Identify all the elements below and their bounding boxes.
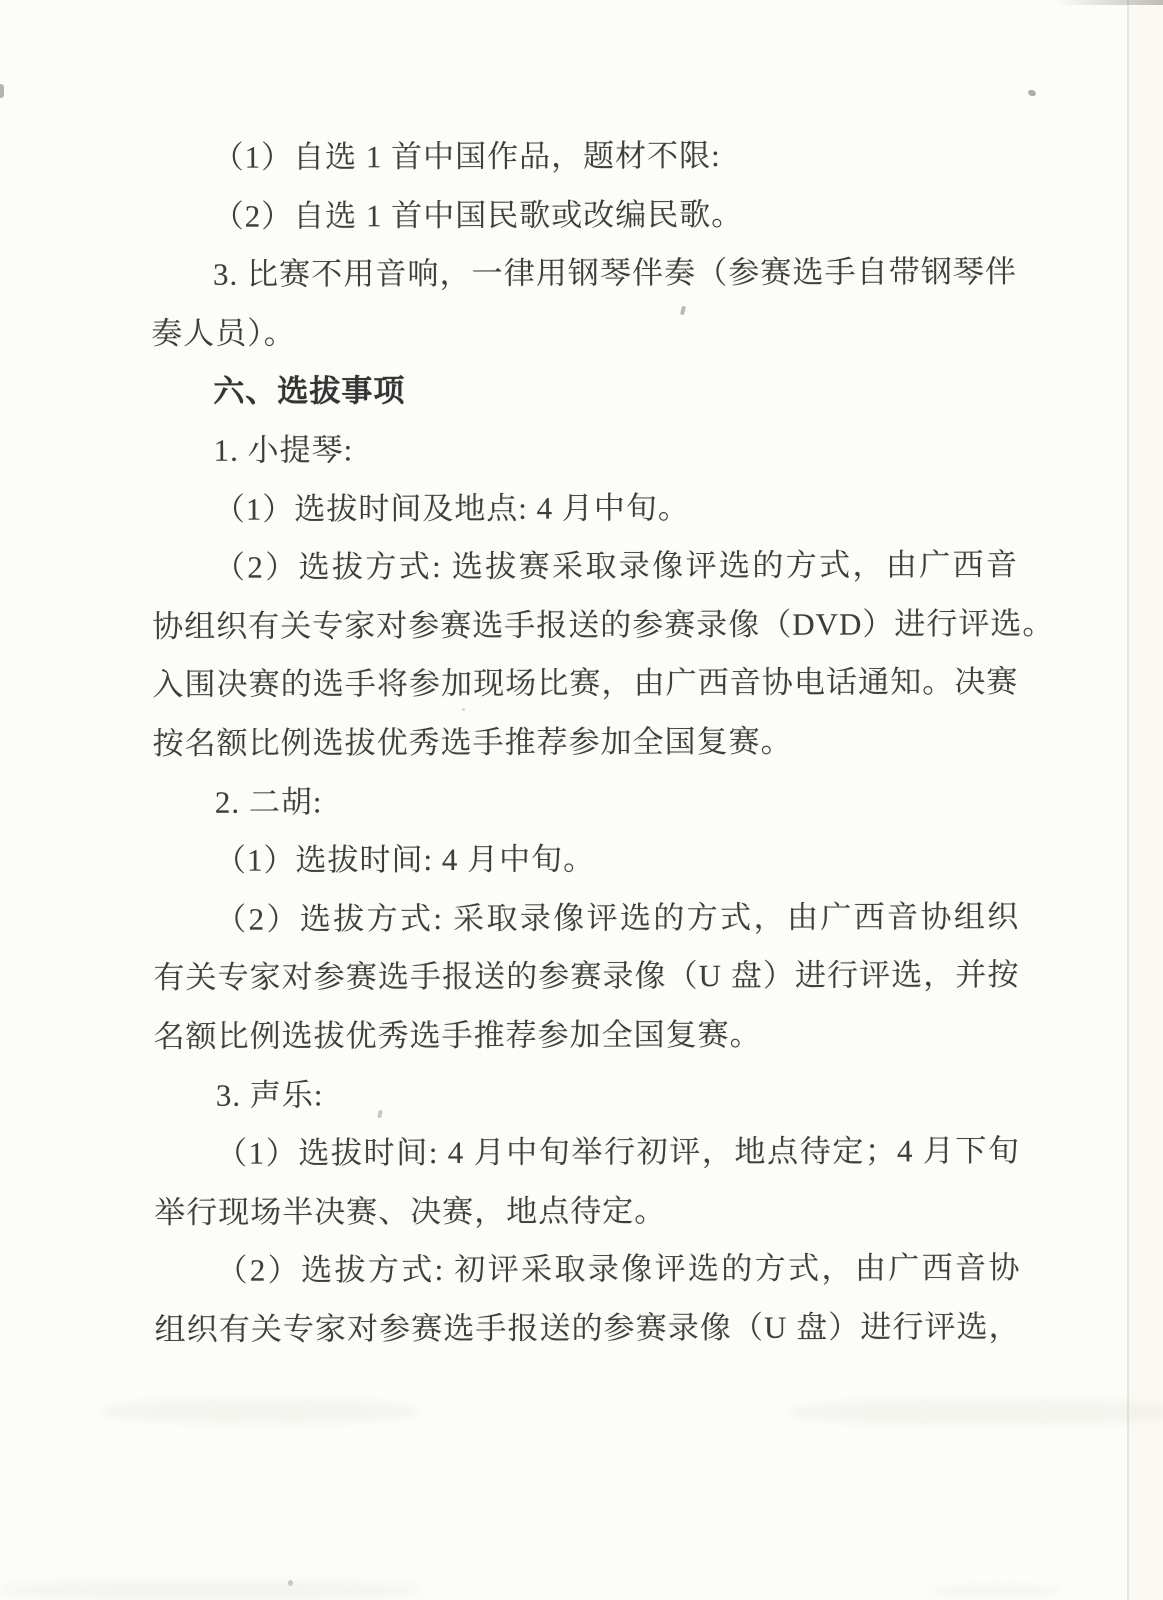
paper-edge-line xyxy=(1127,0,1129,1600)
scan-ghost-band xyxy=(930,1585,1060,1597)
text-line: 3. 比赛不用音响，一律用钢琴伴奏（参赛选手自带钢琴伴 xyxy=(212,254,1018,292)
text-line: 入围决赛的选手将参加现场比赛，由广西音协电话通知。决赛 xyxy=(152,664,1019,703)
scan-ghost-band xyxy=(790,1398,1163,1426)
scan-ghost-band xyxy=(100,1398,420,1424)
text-line: 按名额比例选拔优秀选手推荐参加全国复赛。 xyxy=(152,723,793,761)
text-line: 3. 声乐: xyxy=(215,1076,324,1113)
text-line: （2）选拔方式: 初评采取录像评选的方式，由广西音协 xyxy=(216,1250,1021,1289)
text-line: （2）选拔方式: 选拔赛采取录像评选的方式，由广西音 xyxy=(213,547,1019,585)
text-line: 2. 二胡: xyxy=(214,783,323,820)
text-line: （1）自选 1 首中国作品，题材不限: xyxy=(212,138,721,175)
text-line: 协组织有关专家对参赛选手报送的参赛录像（DVD）进行评选。 xyxy=(152,605,1055,644)
text-line: （1）选拔时间及地点: 4 月中旬。 xyxy=(213,489,690,527)
text-line: （1）选拔时间: 4 月中旬。 xyxy=(214,841,596,878)
section-heading: 六、选拔事项 xyxy=(213,373,406,410)
paper-edge-strip xyxy=(1129,0,1163,1600)
text-line: 名额比例选拔优秀选手推荐参加全国复赛。 xyxy=(153,1016,762,1054)
scan-corner-smudge xyxy=(1055,0,1163,5)
text-line: 奏人员）。 xyxy=(151,315,296,351)
text-line: 举行现场半决赛、决赛，地点待定。 xyxy=(154,1192,667,1230)
text-line: 有关专家对参赛选手报送的参赛录像（U 盘）进行评选，并按 xyxy=(153,957,1020,996)
text-line: 组织有关专家对参赛选手报送的参赛录像（U 盘）进行评选， xyxy=(154,1308,1021,1347)
scan-speckle xyxy=(1027,89,1037,97)
text-line: （1）选拔时间: 4 月中旬举行初评，地点待定；4 月下旬 xyxy=(215,1133,1021,1171)
scan-speckle xyxy=(462,708,465,711)
text-line: （2）自选 1 首中国民歌或改编民歌。 xyxy=(212,196,744,234)
text-line: （2）选拔方式: 采取录像评选的方式，由广西音协组织 xyxy=(215,898,1020,937)
document-content xyxy=(150,0,1055,1359)
scan-ghost-band xyxy=(0,1580,420,1600)
text-line: 1. 小提琴: xyxy=(213,432,354,468)
scan-edge-tick xyxy=(0,84,4,98)
